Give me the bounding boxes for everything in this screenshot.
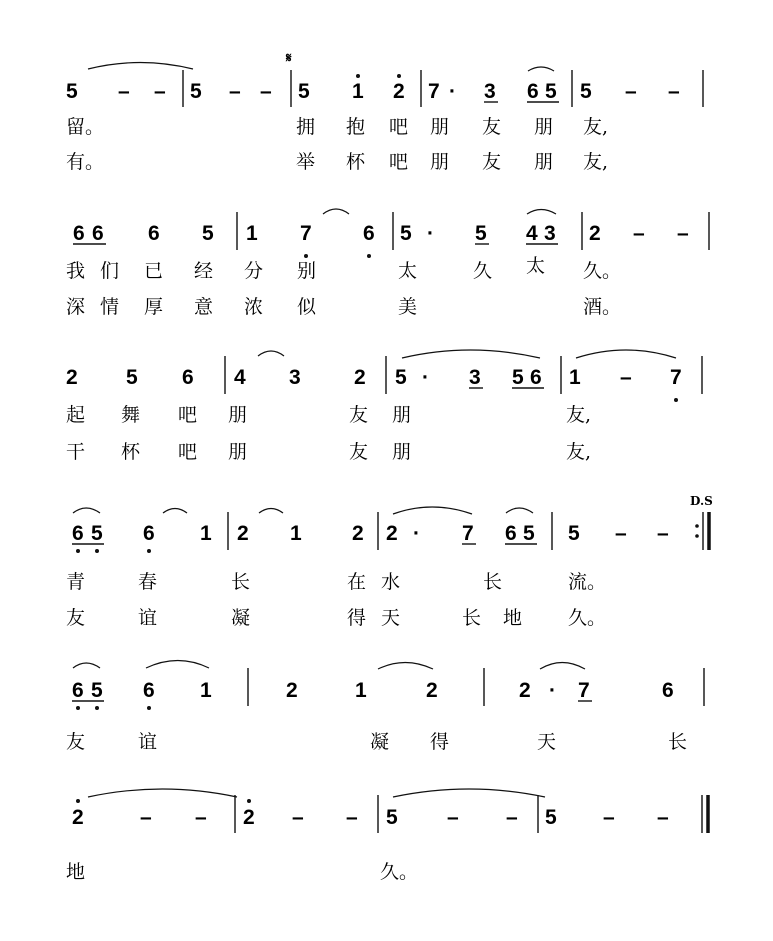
lyric: 友 bbox=[66, 607, 86, 629]
octave-dot bbox=[147, 706, 151, 710]
lyric: 天 bbox=[537, 731, 557, 753]
slur-arc bbox=[146, 661, 209, 669]
slur-arc bbox=[576, 350, 676, 358]
note: 5 bbox=[190, 80, 202, 103]
octave-dot bbox=[304, 254, 308, 258]
octave-dot bbox=[247, 799, 251, 803]
lyric: 友 bbox=[349, 404, 369, 426]
note: 6 bbox=[527, 80, 539, 103]
lyric: 谊 bbox=[138, 607, 158, 629]
lyric: 谊 bbox=[138, 731, 158, 753]
note: 6 bbox=[148, 222, 160, 245]
lyric: 友 bbox=[482, 116, 502, 138]
lyric: 朋 bbox=[534, 116, 554, 138]
note: 5 bbox=[512, 366, 524, 389]
lyric: 地 bbox=[66, 861, 86, 883]
dot-extension: · bbox=[427, 222, 434, 245]
row-4 bbox=[66, 494, 713, 629]
lyric: 长 bbox=[462, 607, 482, 629]
note: 5 bbox=[568, 522, 580, 545]
note: 1 bbox=[352, 80, 364, 103]
lyric: 似 bbox=[297, 296, 317, 318]
note: 2 bbox=[589, 222, 601, 245]
note: 6 bbox=[505, 522, 517, 545]
note: 6 bbox=[363, 222, 375, 245]
dash: – bbox=[603, 806, 615, 829]
note: 3 bbox=[544, 222, 556, 245]
lyric: 凝 bbox=[370, 731, 390, 753]
lyric: 意 bbox=[194, 296, 214, 318]
lyric: 抱 bbox=[346, 116, 366, 138]
lyric: 浓 bbox=[244, 296, 264, 318]
lyric: 厚 bbox=[144, 296, 164, 318]
note: 6 bbox=[72, 679, 84, 702]
lyric: 朋 bbox=[392, 441, 412, 463]
lyric: 青 bbox=[66, 571, 86, 593]
dot-extension: · bbox=[413, 522, 420, 545]
lyric: 得 bbox=[430, 731, 450, 753]
note: 2 bbox=[386, 522, 398, 545]
lyric: 举 bbox=[296, 151, 316, 173]
note: 3 bbox=[469, 366, 481, 389]
note: 4 bbox=[234, 366, 246, 389]
dash: – bbox=[620, 366, 632, 389]
lyric: 留。 bbox=[66, 116, 105, 138]
note: 1 bbox=[355, 679, 367, 702]
note: 5 bbox=[91, 679, 103, 702]
octave-dot bbox=[95, 549, 99, 553]
note: 3 bbox=[484, 80, 496, 103]
row-1 bbox=[66, 51, 703, 173]
repeat-dot bbox=[695, 524, 699, 528]
note: 2 bbox=[354, 366, 366, 389]
dash: – bbox=[229, 80, 241, 103]
lyric: 们 bbox=[100, 260, 120, 282]
slur-arc bbox=[73, 663, 100, 668]
note: 6 bbox=[92, 222, 104, 245]
row-6 bbox=[66, 789, 708, 883]
note: 5 bbox=[545, 806, 557, 829]
tie-arc bbox=[393, 789, 545, 797]
note: 6 bbox=[530, 366, 542, 389]
slur-arc bbox=[258, 351, 284, 356]
dal-segno-mark: D.S bbox=[690, 494, 713, 508]
note: 6 bbox=[662, 679, 674, 702]
lyric: 吧 bbox=[389, 151, 409, 173]
note: 5 bbox=[202, 222, 214, 245]
note: 1 bbox=[200, 522, 212, 545]
lyric: 朋 bbox=[392, 404, 412, 426]
lyric: 舞 bbox=[121, 404, 141, 426]
note: 5 bbox=[395, 366, 407, 389]
lyric: 久 bbox=[473, 260, 493, 282]
lyric: 情 bbox=[100, 296, 120, 318]
note: 5 bbox=[523, 522, 535, 545]
slur-arc bbox=[527, 210, 556, 215]
note: 2 bbox=[243, 806, 255, 829]
note: 4 bbox=[526, 222, 538, 245]
note: 2 bbox=[66, 366, 78, 389]
lyric: 朋 bbox=[228, 441, 248, 463]
lyric: 我 bbox=[66, 260, 86, 282]
note: 7 bbox=[428, 80, 440, 103]
note: 2 bbox=[286, 679, 298, 702]
lyric: 春 bbox=[138, 571, 158, 593]
lyric: 美 bbox=[398, 296, 418, 318]
dash: – bbox=[615, 522, 627, 545]
note: 6 bbox=[143, 522, 155, 545]
note: 5 bbox=[475, 222, 487, 245]
segno-mark: 𝄋 bbox=[286, 51, 292, 66]
lyric: 流。 bbox=[568, 571, 607, 593]
note: 1 bbox=[290, 522, 302, 545]
note: 5 bbox=[126, 366, 138, 389]
dash: – bbox=[657, 806, 669, 829]
lyric: 干 bbox=[66, 441, 86, 463]
lyric: 杯 bbox=[121, 441, 141, 463]
slur-arc bbox=[540, 663, 585, 670]
dash: – bbox=[140, 806, 152, 829]
lyric: 深 bbox=[66, 296, 86, 318]
lyric: 分 bbox=[244, 260, 264, 282]
lyric: 杯 bbox=[346, 151, 366, 173]
dash: – bbox=[346, 806, 358, 829]
dash: – bbox=[657, 522, 669, 545]
slur-arc bbox=[528, 67, 554, 71]
lyric: 天 bbox=[381, 607, 401, 629]
lyric: 友, bbox=[583, 116, 609, 138]
slur-arc bbox=[163, 509, 187, 514]
lyric: 得 bbox=[347, 607, 367, 629]
note: 2 bbox=[352, 522, 364, 545]
dot-extension: · bbox=[422, 366, 429, 389]
lyric: 凝 bbox=[231, 607, 251, 629]
dash: – bbox=[154, 80, 166, 103]
lyric: 朋 bbox=[430, 151, 450, 173]
slur-arc bbox=[393, 507, 472, 514]
lyric: 久。 bbox=[380, 861, 419, 883]
dot-extension: · bbox=[449, 80, 456, 103]
lyric: 友 bbox=[66, 731, 86, 753]
note: 7 bbox=[670, 366, 682, 389]
dot-extension: · bbox=[549, 679, 556, 702]
lyric: 朋 bbox=[534, 151, 554, 173]
slur-arc bbox=[73, 508, 100, 513]
note: 5 bbox=[545, 80, 557, 103]
note: 5 bbox=[386, 806, 398, 829]
lyric: 经 bbox=[194, 260, 214, 282]
lyric: 拥 bbox=[296, 116, 316, 138]
note: 5 bbox=[580, 80, 592, 103]
slur-arc bbox=[402, 350, 540, 358]
lyric: 朋 bbox=[430, 116, 450, 138]
lyric: 久。 bbox=[568, 607, 607, 629]
note: 6 bbox=[182, 366, 194, 389]
lyric: 友, bbox=[583, 151, 609, 173]
dash: – bbox=[260, 80, 272, 103]
dash: – bbox=[118, 80, 130, 103]
note: 1 bbox=[200, 679, 212, 702]
dash: – bbox=[447, 806, 459, 829]
dash: – bbox=[195, 806, 207, 829]
lyric: 已 bbox=[144, 260, 164, 282]
octave-dot bbox=[356, 74, 360, 78]
lyric: 起 bbox=[66, 404, 86, 426]
row-5 bbox=[66, 661, 704, 754]
note: 2 bbox=[426, 679, 438, 702]
tie-arc bbox=[88, 789, 237, 797]
dash: – bbox=[506, 806, 518, 829]
lyric: 朋 bbox=[228, 404, 248, 426]
octave-dot bbox=[76, 799, 80, 803]
octave-dot bbox=[147, 549, 151, 553]
note: 1 bbox=[246, 222, 258, 245]
lyric: 有。 bbox=[66, 151, 105, 173]
lyric: 吧 bbox=[389, 116, 409, 138]
dash: – bbox=[633, 222, 645, 245]
lyric: 在 bbox=[347, 571, 367, 593]
repeat-dot bbox=[695, 534, 699, 538]
row-3 bbox=[66, 350, 702, 463]
note: 6 bbox=[73, 222, 85, 245]
lyric: 吧 bbox=[178, 441, 198, 463]
octave-dot bbox=[397, 74, 401, 78]
lyric: 酒。 bbox=[583, 296, 622, 318]
slur-arc bbox=[259, 509, 283, 514]
lyric: 长 bbox=[483, 571, 503, 593]
lyric: 别 bbox=[297, 260, 317, 282]
tie-arc bbox=[88, 63, 193, 70]
octave-dot bbox=[76, 549, 80, 553]
note: 1 bbox=[569, 366, 581, 389]
note: 2 bbox=[393, 80, 405, 103]
note: 5 bbox=[400, 222, 412, 245]
dash: – bbox=[668, 80, 680, 103]
slur-arc bbox=[506, 508, 533, 513]
octave-dot bbox=[367, 254, 371, 258]
note: 2 bbox=[519, 679, 531, 702]
lyric: 太 bbox=[526, 255, 546, 277]
lyric: 地 bbox=[503, 607, 523, 629]
slur-arc bbox=[323, 209, 349, 214]
lyric: 友 bbox=[482, 151, 502, 173]
dash: – bbox=[677, 222, 689, 245]
lyric: 友, bbox=[566, 404, 592, 426]
lyric: 友, bbox=[566, 441, 592, 463]
lyric: 长 bbox=[231, 571, 251, 593]
octave-dot bbox=[674, 398, 678, 402]
note: 6 bbox=[143, 679, 155, 702]
note: 7 bbox=[578, 679, 590, 702]
slur-arc bbox=[378, 663, 433, 670]
dash: – bbox=[292, 806, 304, 829]
octave-dot bbox=[76, 706, 80, 710]
lyric: 长 bbox=[668, 731, 688, 753]
lyric: 友 bbox=[349, 441, 369, 463]
note: 2 bbox=[72, 806, 84, 829]
note: 7 bbox=[300, 222, 312, 245]
note: 5 bbox=[298, 80, 310, 103]
dash: – bbox=[625, 80, 637, 103]
row-2 bbox=[66, 209, 709, 318]
note: 5 bbox=[66, 80, 78, 103]
lyric: 水 bbox=[381, 571, 401, 593]
note: 2 bbox=[237, 522, 249, 545]
note: 3 bbox=[289, 366, 301, 389]
note: 7 bbox=[462, 522, 474, 545]
lyric: 吧 bbox=[178, 404, 198, 426]
octave-dot bbox=[95, 706, 99, 710]
note: 5 bbox=[91, 522, 103, 545]
lyric: 太 bbox=[398, 260, 418, 282]
note: 6 bbox=[72, 522, 84, 545]
lyric: 久。 bbox=[583, 260, 622, 282]
